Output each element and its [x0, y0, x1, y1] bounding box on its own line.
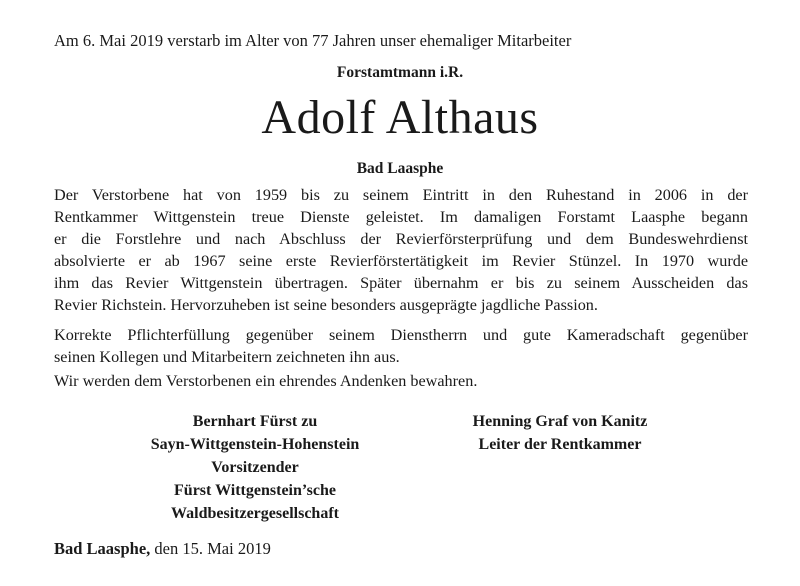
text-line: seinen Kollegen und Mitarbeitern zeichneten ihn aus.	[54, 348, 400, 366]
text-line: ihm das Revier Wittgenstein übertragen. Später übernahm er bis zu seinem Ausscheiden das	[54, 274, 748, 292]
signature-right	[420, 410, 700, 456]
text-line: Revier Richstein. Hervorzuheben ist seine besonders ausgeprägte jagdliche Passion.	[54, 296, 598, 314]
text-line: er die Forstlehre und nach Abschluss der Revierförsterprüfung und dem Bundeswehrdienst	[54, 230, 748, 248]
place-date-line	[54, 538, 271, 560]
signature-line: Sayn-Wittgenstein-Hohenstein	[150, 436, 360, 453]
text-line: Wir werden dem Verstorbenen ein ehrendes Andenken bewahren.	[54, 372, 478, 390]
deceased-place: Bad Laasphe	[356, 160, 444, 177]
intro-line: Am 6. Mai 2019 verstarb im Alter von 77 Jahren unser ehemaliger Mitarbeiter	[54, 31, 572, 50]
paragraph-remembrance	[54, 370, 748, 392]
text-line: Korrekte Pflichterfüllung gegenüber seinem Dienstherrn und gute Kameradschaft gegenüber	[54, 326, 748, 344]
paragraph-career	[54, 184, 748, 316]
signature-line: Bernhart Fürst zu	[192, 413, 318, 430]
signature-line: Fürst Wittgenstein’sche	[174, 482, 336, 499]
signature-line: Vorsitzender	[211, 459, 299, 476]
deceased-rank: Forstamtmann i.R.	[336, 64, 464, 81]
signature-left	[110, 410, 400, 525]
text-line: Der Verstorbene hat von 1959 bis zu seinem Eintritt in den Ruhestand in 2006 in der	[54, 186, 748, 204]
signature-line: Waldbesitzergesellschaft	[171, 505, 339, 522]
footer-city: Bad Laasphe,	[54, 539, 151, 558]
text-line: absolvierte er ab 1967 seine erste Revierförstertätigkeit im Revier Stünzel. In 1970 wurde	[54, 252, 748, 270]
signature-line: Leiter der Rentkammer	[478, 436, 642, 453]
signature-line: Henning Graf von Kanitz	[472, 413, 648, 430]
deceased-name: Adolf Althaus	[261, 91, 539, 144]
footer-date: den 15. Mai 2019	[154, 539, 271, 558]
text-line: Rentkammer Wittgenstein treue Dienste geleistet. Im damaligen Forstamt Laasphe begann	[54, 208, 748, 226]
paragraph-character	[54, 324, 748, 368]
